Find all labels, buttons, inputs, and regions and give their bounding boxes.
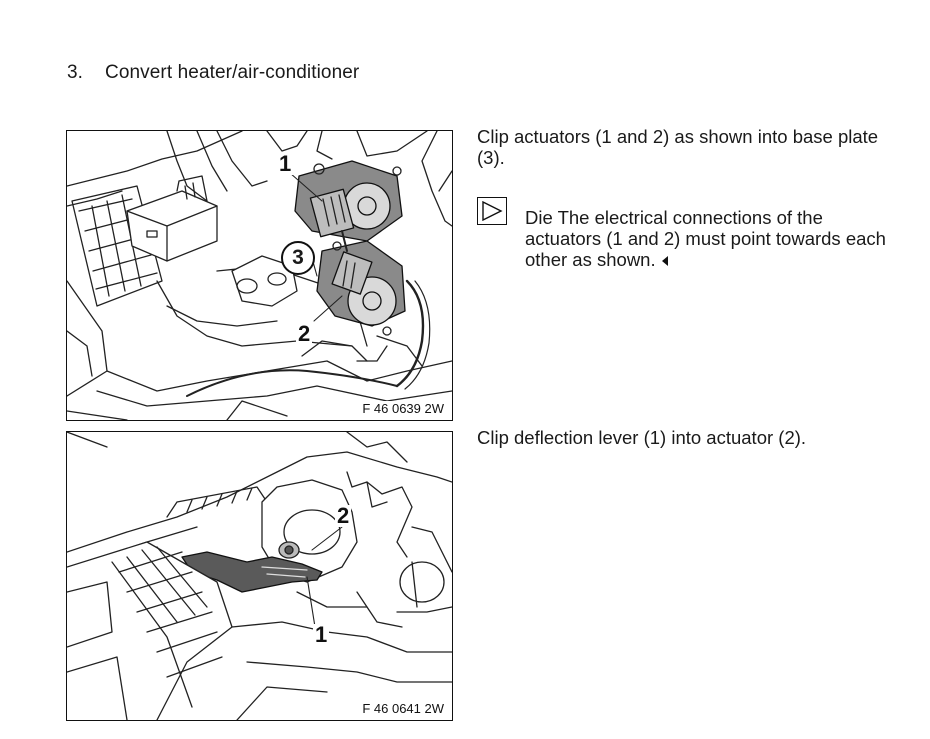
- callout-2: 2: [298, 321, 311, 346]
- note-triangle-icon: [477, 197, 507, 225]
- end-mark-icon: [662, 256, 668, 266]
- step-title: Convert heater/air-conditioner: [105, 62, 360, 83]
- step-heading: [67, 62, 359, 84]
- callout-3: 3: [281, 241, 315, 275]
- instruction-text: Clip actuators (1 and 2) as shown into base plate (3).: [477, 126, 879, 168]
- callout-1: 1: [279, 151, 292, 176]
- figure-2-illustration: [67, 432, 452, 720]
- note-body: Die The electrical connections of the actuators (1 and 2) must point towards each other as shown.: [525, 207, 886, 270]
- figure-actuators-base-plate: [66, 130, 453, 421]
- figure-deflection-lever: [66, 431, 453, 721]
- figure-code: F 46 0639 2W: [362, 401, 444, 416]
- step-number: 3.: [67, 62, 84, 83]
- callout-2: 2: [337, 503, 350, 528]
- note-text: [525, 207, 897, 270]
- figure-1-illustration: [67, 131, 452, 420]
- callout-1: 1: [315, 622, 328, 647]
- figure-code: F 46 0641 2W: [362, 701, 444, 716]
- instruction-text: Clip deflection lever (1) into actuator (2).: [477, 427, 807, 448]
